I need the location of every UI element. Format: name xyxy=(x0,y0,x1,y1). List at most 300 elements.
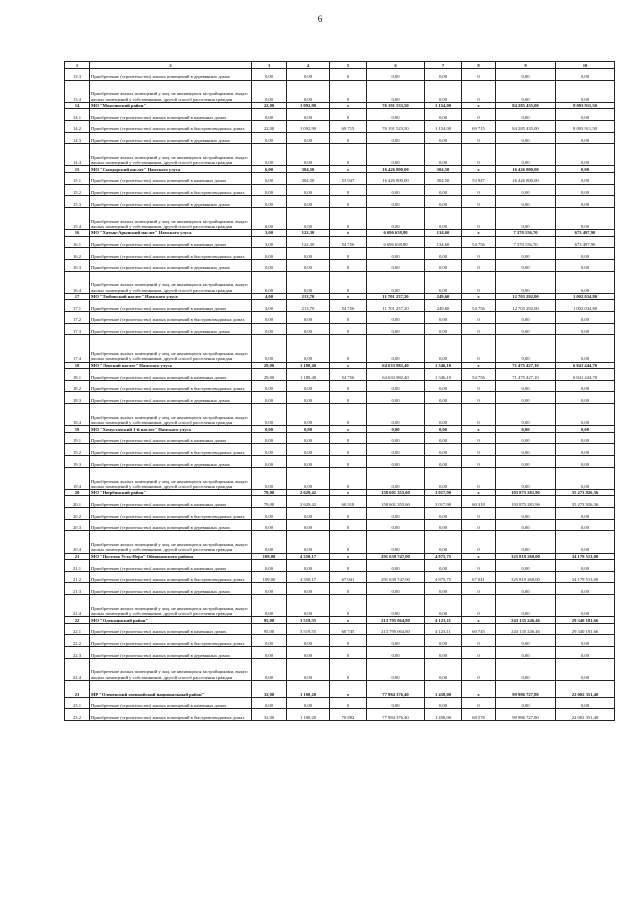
cell-col10: 0,00 xyxy=(556,69,615,81)
cell-col10: 1 002 034,80 xyxy=(556,300,615,312)
row-index: 16 xyxy=(65,230,90,237)
cell-col4: 0,00 xyxy=(287,583,330,595)
row-index: 15.4 xyxy=(65,208,90,230)
cell-col8: x xyxy=(462,553,496,560)
row-index: 15.3 xyxy=(65,196,90,208)
header-cell: 4 xyxy=(287,62,330,69)
cell-col9: 0,00 xyxy=(496,311,556,323)
row-index: 21.4 xyxy=(65,595,90,617)
cell-col8: x xyxy=(462,489,496,496)
cell-col5: 0 xyxy=(330,380,367,392)
cell-col9: 12 703 292,00 xyxy=(496,293,556,300)
cell-col3: 0,00 xyxy=(252,560,287,572)
cell-col8: 53 947 xyxy=(462,172,496,184)
cell-col3: 29,00 xyxy=(252,362,287,369)
cell-col8: 67 041 xyxy=(462,571,496,583)
cell-col5: 0 xyxy=(330,335,367,362)
cell-col3: 109,00 xyxy=(252,553,287,560)
cell-col5: 0 xyxy=(330,432,367,444)
cell-col8: 0 xyxy=(462,444,496,456)
cell-col4: 0,00 xyxy=(287,456,330,468)
cell-col4: 0,00 xyxy=(287,380,330,392)
cell-col10: 0,00 xyxy=(556,335,615,362)
cell-col5: 0 xyxy=(330,456,367,468)
cell-col9: 0,00 xyxy=(496,508,556,520)
cell-col8: 0 xyxy=(462,184,496,196)
row-label: Приобретение жилых помещений у лиц, не являющихся застройщиками, выкуп жилых помещений у собственников, другой способ расселения граждан xyxy=(90,144,252,166)
cell-col4: 0,00 xyxy=(287,80,330,102)
cell-col10: 34 179 513,00 xyxy=(556,553,615,560)
row-index: 18.3 xyxy=(65,392,90,404)
cell-col9: 71 475 427,10 xyxy=(496,362,556,369)
cell-col8: 0 xyxy=(462,456,496,468)
cell-col5: 0 xyxy=(330,392,367,404)
row-index: 14.3 xyxy=(65,132,90,144)
cell-col5: 60 745 xyxy=(330,623,367,635)
row-label: Приобретение (строительство) жилых помещений в быстровозводимых домах xyxy=(90,635,252,647)
cell-col8: 54 756 xyxy=(462,236,496,248)
cell-col3: 0,00 xyxy=(252,456,287,468)
table-row xyxy=(65,259,615,271)
cell-col10: 8 093 911,50 xyxy=(556,102,615,109)
row-label: Приобретение жилых помещений у лиц, не являющихся застройщиками, выкуп жилых помещений у собственников, другой способ расселения граждан xyxy=(90,404,252,426)
cell-col6: 0,00 xyxy=(367,432,425,444)
cell-col4: 0,00 xyxy=(287,467,330,489)
cell-col7: 0,00 xyxy=(425,380,462,392)
cell-col6: 0,00 xyxy=(367,444,425,456)
row-label: Приобретение (строительство) жилых помещений в каменных домах xyxy=(90,560,252,572)
row-index: 21.2 xyxy=(65,571,90,583)
cell-col3: 95,00 xyxy=(252,623,287,635)
cell-col10: 6 841 444,70 xyxy=(556,362,615,369)
cell-col7: 0,00 xyxy=(425,658,462,680)
cell-col5: 67 041 xyxy=(330,571,367,583)
cell-col8: 0 xyxy=(462,323,496,335)
row-label: Приобретение жилых помещений у лиц, не являющихся застройщиками, выкуп жилых помещений у собственников, другой способ расселения граждан xyxy=(90,335,252,362)
row-index: 23.1 xyxy=(65,697,90,709)
cell-col5: 0 xyxy=(330,132,367,144)
cell-col4: 2 629,42 xyxy=(287,489,330,496)
cell-col3: 0,00 xyxy=(252,404,287,426)
cell-col7: 0,00 xyxy=(425,508,462,520)
cell-col4: 122,30 xyxy=(287,230,330,237)
cell-col8: 69 715 xyxy=(462,120,496,132)
row-label: МО "Сывдорский наслег" Намского улуса xyxy=(90,166,252,173)
row-index: 13.4 xyxy=(65,80,90,102)
cell-col3: 0,00 xyxy=(252,444,287,456)
cell-col7: 0,00 xyxy=(425,335,462,362)
cell-col6: 0,00 xyxy=(367,323,425,335)
cell-col3: 6,00 xyxy=(252,166,287,173)
cell-col9: 0,00 xyxy=(496,259,556,271)
cell-col10: 0,00 xyxy=(556,635,615,647)
cell-col3: 0,00 xyxy=(252,69,287,81)
cell-col10: 0,00 xyxy=(556,426,615,433)
cell-col5: 0 xyxy=(330,531,367,553)
cell-col6: 76 191 523,50 xyxy=(367,120,425,132)
cell-col10: 0,00 xyxy=(556,467,615,489)
cell-col9: 0,00 xyxy=(496,697,556,709)
cell-col5: x xyxy=(330,230,367,237)
row-label: Приобретение (строительство) жилых помещений в каменных домах xyxy=(90,623,252,635)
cell-col3: 79,00 xyxy=(252,489,287,496)
cell-col4: 304,50 xyxy=(287,166,330,173)
cell-col5: x xyxy=(330,426,367,433)
row-index: 17.4 xyxy=(65,335,90,362)
cell-col6: 0,00 xyxy=(367,311,425,323)
cell-col7: 0,00 xyxy=(425,271,462,293)
row-index: 22 xyxy=(65,617,90,624)
cell-col9: 7 370 156,70 xyxy=(496,236,556,248)
cell-col4: 0,00 xyxy=(287,432,330,444)
cell-col3: 3,00 xyxy=(252,230,287,237)
cell-col8: 0 xyxy=(462,697,496,709)
cell-col3: 0,00 xyxy=(252,259,287,271)
cell-col8: 0 xyxy=(462,467,496,489)
cell-col9: 193 875 281,96 xyxy=(496,496,556,508)
table-row xyxy=(65,647,615,659)
row-index: 19.2 xyxy=(65,444,90,456)
row-label: Приобретение (строительство) жилых помещений в быстровозводимых домах xyxy=(90,444,252,456)
cell-col4: 304,50 xyxy=(287,172,330,184)
cell-col9: 243 135 246,46 xyxy=(496,623,556,635)
cell-col3: 0,00 xyxy=(252,248,287,260)
row-index: 16.1 xyxy=(65,236,90,248)
cell-col10: 6 841 444,70 xyxy=(556,369,615,381)
cell-col6: 0,00 xyxy=(367,583,425,595)
table-row xyxy=(65,635,615,647)
row-label: Приобретение (строительство) жилых помещений в каменных домах xyxy=(90,172,252,184)
cell-col9: 84 285 435,00 xyxy=(496,102,556,109)
row-index: 21.1 xyxy=(65,560,90,572)
row-index: 16.3 xyxy=(65,259,90,271)
cell-col3: 0,00 xyxy=(252,635,287,647)
cell-col8: 0 xyxy=(462,208,496,230)
cell-col6: 0,00 xyxy=(367,208,425,230)
row-index: 19 xyxy=(65,426,90,433)
table-row xyxy=(65,132,615,144)
row-label: Приобретение жилых помещений у лиц, не являющихся застройщиками, выкуп жилых помещений у собственников, другой способ расселения граждан xyxy=(90,531,252,553)
cell-col4: 0,00 xyxy=(287,426,330,433)
table-row xyxy=(65,380,615,392)
cell-col7: 0,00 xyxy=(425,259,462,271)
cell-col5: 0 xyxy=(330,595,367,617)
cell-col8: 0 xyxy=(462,311,496,323)
cell-col9: 0,00 xyxy=(496,583,556,595)
cell-col5: 0 xyxy=(330,271,367,293)
cell-col7: 0,00 xyxy=(425,456,462,468)
cell-col4: 0,00 xyxy=(287,132,330,144)
cell-col5: 0 xyxy=(330,323,367,335)
cell-col10: 8 093 911,50 xyxy=(556,120,615,132)
cell-col10: 0,00 xyxy=(556,184,615,196)
cell-col5: 0 xyxy=(330,647,367,659)
cell-col4: 1 100,20 xyxy=(287,680,330,697)
row-label: Приобретение (строительство) жилых помещений в деревянных домах xyxy=(90,519,252,531)
cell-col5: 0 xyxy=(330,467,367,489)
cell-col3: 79,00 xyxy=(252,496,287,508)
row-label: МО "Поселок Усть-Нера" Оймяконского района xyxy=(90,553,252,560)
cell-col7: 0,00 xyxy=(425,311,462,323)
cell-col10: 0,00 xyxy=(556,583,615,595)
table-row xyxy=(65,236,615,248)
table-row xyxy=(65,300,615,312)
cell-col9: 0,00 xyxy=(496,635,556,647)
row-label: Приобретение (строительство) жилых помещений в быстровозводимых домах xyxy=(90,311,252,323)
cell-col5: 0 xyxy=(330,109,367,121)
cell-col10: 0,00 xyxy=(556,392,615,404)
cell-col10: 673 497,90 xyxy=(556,236,615,248)
row-index: 15.1 xyxy=(65,172,90,184)
cell-col5: 0 xyxy=(330,69,367,81)
cell-col3: 0,00 xyxy=(252,311,287,323)
cell-col4: 1 100,20 xyxy=(287,709,330,721)
cell-col10: 1 002 034,80 xyxy=(556,293,615,300)
cell-col8: 0 xyxy=(462,647,496,659)
row-index: 19.1 xyxy=(65,432,90,444)
header-cell: 5 xyxy=(330,62,367,69)
cell-col9: 0,00 xyxy=(496,196,556,208)
cell-col10: 34 179 513,00 xyxy=(556,571,615,583)
cell-col7: 249,60 xyxy=(425,300,462,312)
row-index: 14.2 xyxy=(65,120,90,132)
cell-col5: x xyxy=(330,166,367,173)
cell-col9: 0,00 xyxy=(496,560,556,572)
row-label: МО "Ленский наслег" Намского улуса xyxy=(90,362,252,369)
cell-col8: 0 xyxy=(462,392,496,404)
cell-col5: 69 715 xyxy=(330,120,367,132)
cell-col9: 16 426 800,00 xyxy=(496,166,556,173)
cell-col9: 0,00 xyxy=(496,271,556,293)
cell-col7: 249,60 xyxy=(425,293,462,300)
cell-col3: 0,00 xyxy=(252,392,287,404)
cell-col9: 0,00 xyxy=(496,432,556,444)
row-index: 21.3 xyxy=(65,583,90,595)
cell-col10: 35 273 926,36 xyxy=(556,496,615,508)
cell-col8: 0 xyxy=(462,508,496,520)
cell-col6: 6 696 658,80 xyxy=(367,236,425,248)
cell-col8: 0 xyxy=(462,132,496,144)
cell-col10: 0,00 xyxy=(556,259,615,271)
cell-col3: 0,00 xyxy=(252,184,287,196)
cell-col3: 29,00 xyxy=(252,369,287,381)
cell-col4: 4 350,17 xyxy=(287,553,330,560)
row-index: 22.2 xyxy=(65,635,90,647)
cell-col7: 0,00 xyxy=(425,531,462,553)
cell-col4: 3 519,55 xyxy=(287,617,330,624)
cell-col5: 0 xyxy=(330,508,367,520)
cell-col8: 0 xyxy=(462,658,496,680)
cell-col7: 0,00 xyxy=(425,519,462,531)
cell-col10: 0,00 xyxy=(556,531,615,553)
cell-col6: 0,00 xyxy=(367,259,425,271)
cell-col6: 0,00 xyxy=(367,335,425,362)
row-index: 20.1 xyxy=(65,496,90,508)
cell-col7: 134,60 xyxy=(425,230,462,237)
table-row xyxy=(65,144,615,166)
cell-col8: x xyxy=(462,362,496,369)
row-label: Приобретение (строительство) жилых помещений в быстровозводимых домах xyxy=(90,508,252,520)
row-index: 20 xyxy=(65,489,90,496)
cell-col7: 0,00 xyxy=(425,80,462,102)
row-label: Приобретение (строительство) жилых помещений в быстровозводимых домах xyxy=(90,709,252,721)
cell-col4: 122,30 xyxy=(287,236,330,248)
cell-col7: 0,00 xyxy=(425,595,462,617)
header-cell: 9 xyxy=(496,62,556,69)
cell-col6: 0,00 xyxy=(367,392,425,404)
cell-col7: 134,60 xyxy=(425,236,462,248)
cell-col7: 1 154,00 xyxy=(425,120,462,132)
table-row xyxy=(65,311,615,323)
row-label: Приобретение жилых помещений у лиц, не являющихся застройщиками, выкуп жилых помещений у собственников, другой способ расселения граждан xyxy=(90,80,252,102)
cell-col8: 0 xyxy=(462,80,496,102)
row-index: 14.4 xyxy=(65,144,90,166)
header-cell: 6 xyxy=(367,62,425,69)
cell-col3: 3,00 xyxy=(252,236,287,248)
cell-col4: 0,00 xyxy=(287,531,330,553)
cell-col5: 0 xyxy=(330,658,367,680)
cell-col7: 0,00 xyxy=(425,69,462,81)
cell-col7: 1 458,00 xyxy=(425,680,462,697)
row-label: Приобретение (строительство) жилых помещений в каменных домах xyxy=(90,109,252,121)
cell-col4: 0,00 xyxy=(287,248,330,260)
cell-col10: 0,00 xyxy=(556,80,615,102)
cell-col9: 0,00 xyxy=(496,184,556,196)
cell-col5: 60 318 xyxy=(330,496,367,508)
cell-col4: 0,00 xyxy=(287,259,330,271)
cell-col9: 12 703 292,00 xyxy=(496,300,556,312)
cell-col3: 0,00 xyxy=(252,271,287,293)
cell-col10: 0,00 xyxy=(556,380,615,392)
cell-col7: 0,00 xyxy=(425,109,462,121)
cell-col9: 193 875 281,96 xyxy=(496,489,556,496)
cell-col4: 1 180,40 xyxy=(287,362,330,369)
cell-col4: 0,00 xyxy=(287,144,330,166)
cell-col6: 0,00 xyxy=(367,271,425,293)
cell-col10: 0,00 xyxy=(556,697,615,709)
cell-col7: 0,00 xyxy=(425,426,462,433)
row-index: 22.1 xyxy=(65,623,90,635)
cell-col3: 0,00 xyxy=(252,519,287,531)
table-row xyxy=(65,595,615,617)
table-row xyxy=(65,369,615,381)
cell-col6: 0,00 xyxy=(367,109,425,121)
cell-col9: 243 135 246,46 xyxy=(496,617,556,624)
cell-col3: 4,00 xyxy=(252,293,287,300)
row-label: Приобретение жилых помещений у лиц, не являющихся застройщиками, выкуп жилых помещений у собственников, другой способ расселения граждан xyxy=(90,658,252,680)
row-index: 18 xyxy=(65,362,90,369)
cell-col5: 0 xyxy=(330,444,367,456)
cell-col9: 99 986 727,80 xyxy=(496,680,556,697)
cell-col4: 0,00 xyxy=(287,323,330,335)
row-label: Приобретение (строительство) жилых помещений в быстровозводимых домах xyxy=(90,571,252,583)
cell-col3: 0,00 xyxy=(252,208,287,230)
cell-col9: 0,00 xyxy=(496,404,556,426)
cell-col7: 0,00 xyxy=(425,404,462,426)
row-index: 20.4 xyxy=(65,531,90,553)
cell-col9: 325 819 260,00 xyxy=(496,571,556,583)
row-label: МО "Можгинский район" xyxy=(90,102,252,109)
cell-col10: 0,00 xyxy=(556,271,615,293)
cell-col4: 0,00 xyxy=(287,658,330,680)
cell-col6: 64 633 982,40 xyxy=(367,369,425,381)
cell-col4: 0,00 xyxy=(287,392,330,404)
table-row xyxy=(65,120,615,132)
cell-col7: 0,00 xyxy=(425,697,462,709)
cell-col8: 0 xyxy=(462,531,496,553)
row-index: 22.3 xyxy=(65,647,90,659)
cell-col8: 54 756 xyxy=(462,369,496,381)
row-label: МР "Оленекский эвенкийский национальный район" xyxy=(90,680,252,697)
cell-col4: 0,00 xyxy=(287,69,330,81)
cell-col10: 673 497,90 xyxy=(556,230,615,237)
cell-col6: 0,00 xyxy=(367,404,425,426)
cell-col10: 0,00 xyxy=(556,311,615,323)
cell-col5: 0 xyxy=(330,259,367,271)
cell-col8: x xyxy=(462,293,496,300)
cell-col6: 0,00 xyxy=(367,380,425,392)
cell-col3: 0,00 xyxy=(252,380,287,392)
cell-col8: 0 xyxy=(462,432,496,444)
row-label: Приобретение (строительство) жилых помещений в деревянных домах xyxy=(90,196,252,208)
cell-col5: x xyxy=(330,293,367,300)
cell-col7: 0,00 xyxy=(425,647,462,659)
row-index: 23.2 xyxy=(65,709,90,721)
cell-col8: 0 xyxy=(462,335,496,362)
cell-col4: 3 519,55 xyxy=(287,623,330,635)
cell-col6: 0,00 xyxy=(367,595,425,617)
cell-col10: 0,00 xyxy=(556,144,615,166)
cell-col5: 70 882 xyxy=(330,709,367,721)
cell-col5: 0 xyxy=(330,80,367,102)
cell-col7: 1 346,10 xyxy=(425,369,462,381)
cell-col10: 0,00 xyxy=(556,172,615,184)
cell-col8: 0 xyxy=(462,259,496,271)
cell-col3: 0,00 xyxy=(252,132,287,144)
cell-col10: 0,00 xyxy=(556,456,615,468)
row-index: 18.4 xyxy=(65,404,90,426)
cell-col3: 0,00 xyxy=(252,658,287,680)
row-index: 16.2 xyxy=(65,248,90,260)
cell-col7: 1 154,00 xyxy=(425,102,462,109)
cell-col3: 32,00 xyxy=(252,680,287,697)
cell-col9: 0,00 xyxy=(496,392,556,404)
cell-col6: 11 701 257,20 xyxy=(367,293,425,300)
table-row xyxy=(65,392,615,404)
row-index: 17.1 xyxy=(65,300,90,312)
cell-col3: 0,00 xyxy=(252,335,287,362)
row-index: 14 xyxy=(65,102,90,109)
cell-col9: 7 370 156,70 xyxy=(496,230,556,237)
table-row xyxy=(65,467,615,489)
cell-col7: 0,00 xyxy=(425,583,462,595)
cell-col3: 0,00 xyxy=(252,697,287,709)
cell-col4: 0,00 xyxy=(287,595,330,617)
table-row xyxy=(65,248,615,260)
cell-col9: 0,00 xyxy=(496,248,556,260)
cell-col4: 0,00 xyxy=(287,519,330,531)
cell-col10: 0,00 xyxy=(556,166,615,173)
cell-col4: 1 092,90 xyxy=(287,102,330,109)
table-row xyxy=(65,271,615,293)
table-row xyxy=(65,519,615,531)
cell-col10: 0,00 xyxy=(556,647,615,659)
page-number: 6 xyxy=(317,14,323,24)
cell-col9: 71 475 427,10 xyxy=(496,369,556,381)
cell-col4: 0,00 xyxy=(287,311,330,323)
cell-col9: 0,00 xyxy=(496,426,556,433)
cell-col8: 0 xyxy=(462,380,496,392)
